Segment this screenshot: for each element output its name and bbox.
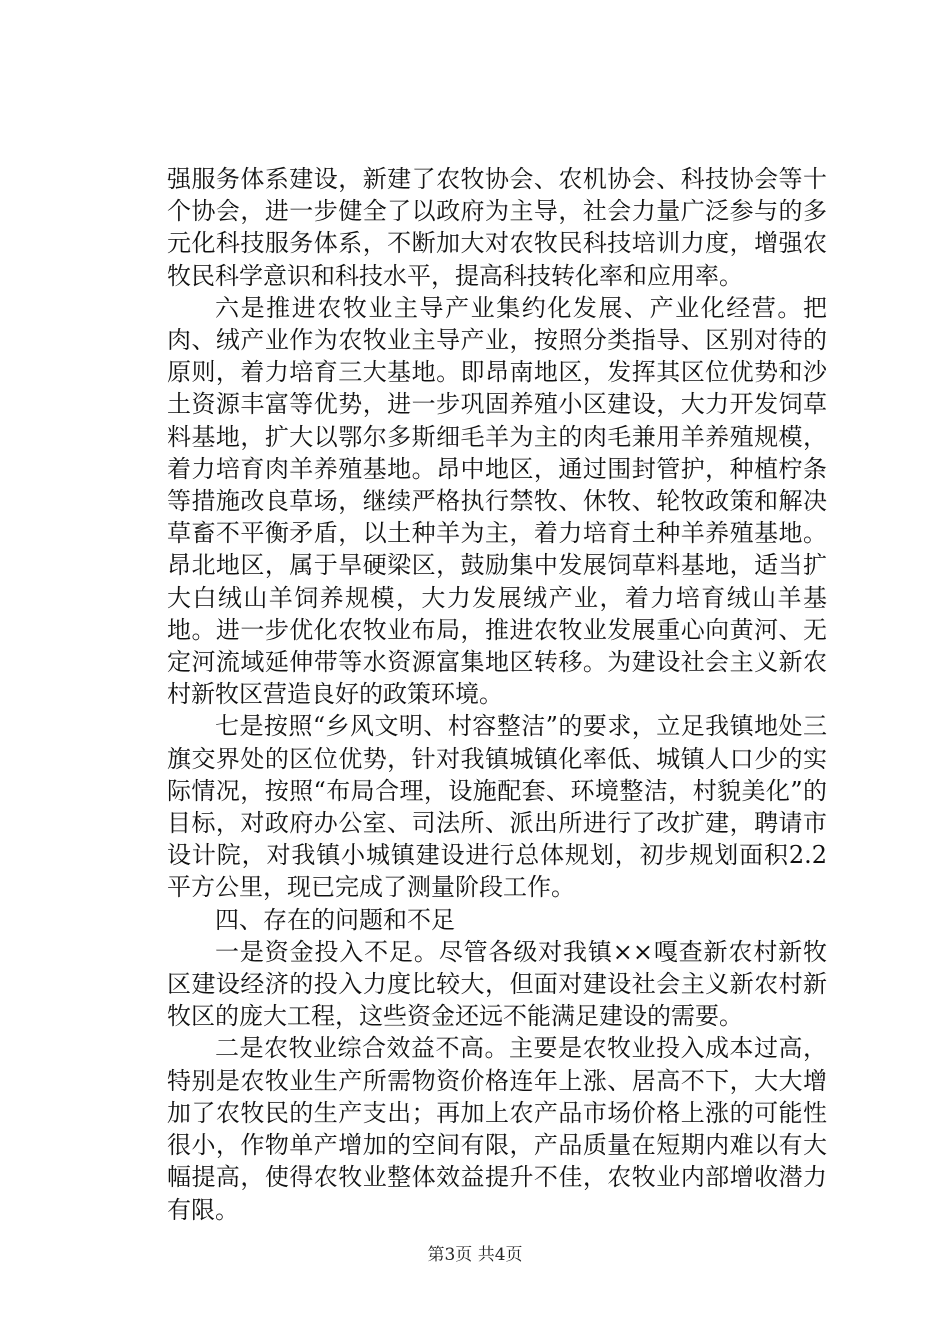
section-heading: 四、存在的问题和不足 <box>215 905 455 934</box>
paragraph-continuation: 强服务体系建设，新建了农牧协会、农机协会、科技协会等十个协会，进一步健全了以政府为主导，社会力量广泛参与的多元化科技服务体系，不断加大对农牧民科技培训力度，增强农牧民科学意识和科技水平，提高科技转化率和应用率。 <box>167 165 827 290</box>
document-body <box>167 163 827 1226</box>
page-footer <box>0 1244 950 1266</box>
paragraph-issue-one: 一是资金投入不足。尽管各级对我镇××嘎查新农村新牧区建设经济的投入力度比较大，但面对建设社会主义新农村新牧区的庞大工程，这些资金还远不能满足建设的需要。 <box>167 937 827 1031</box>
paragraph-item-six: 六是推进农牧业主导产业集约化发展、产业化经营。把肉、绒产业作为农牧业主导产业，按照分类指导、区别对待的原则，着力培育三大基地。即昂南地区，发挥其区位优势和沙土资源丰富等优势，进一步巩固养殖小区建设，大力开发饲草料基地，扩大以鄂尔多斯细毛羊为主的肉毛兼用羊养殖规模，着力培育肉羊养殖基地。昂中地区，通过围封管护，种植柠条等措施改良草场，继续严格执行禁牧、休牧、轮牧政策和解决草畜不平衡矛盾，以土种羊为主，着力培育土种羊养殖基地。昂北地区，属于旱硬梁区，鼓励集中发展饲草料基地，适当扩大白绒山羊饲养规模，大力发展绒产业，着力培育绒山羊基地。进一步优化农牧业布局，推进农牧业发展重心向黄河、无定河流域延伸带等水资源富集地区转移。为建设社会主义新农村新牧区营造良好的政策环境。 <box>167 293 827 709</box>
paragraph-issue-two: 二是农牧业综合效益不高。主要是农牧业投入成本过高，特别是农牧业生产所需物资价格连年上涨、居高不下，大大增加了农牧民的生产支出；再加上农产品市场价格上涨的可能性很小，作物单产增加的空间有限，产品质量在短期内难以有大幅提高，使得农牧业整体效益提升不佳，农牧业内部增收潜力有限。 <box>167 1034 827 1224</box>
paragraph-item-seven: 七是按照“乡风文明、村容整洁”的要求，立足我镇地处三旗交界处的区位优势，针对我镇城镇化率低、城镇人口少的实际情况，按照“布局合理，设施配套、环境整洁，村貌美化”的目标，对政府办公室、司法所、派出所进行了改扩建，聘请市设计院，对我镇小城镇建设进行总体规划，初步规划面积2.2平方公里，现已完成了测量阶段工作。 <box>167 712 827 902</box>
page-number-label: 第3页 共4页 <box>427 1245 523 1265</box>
